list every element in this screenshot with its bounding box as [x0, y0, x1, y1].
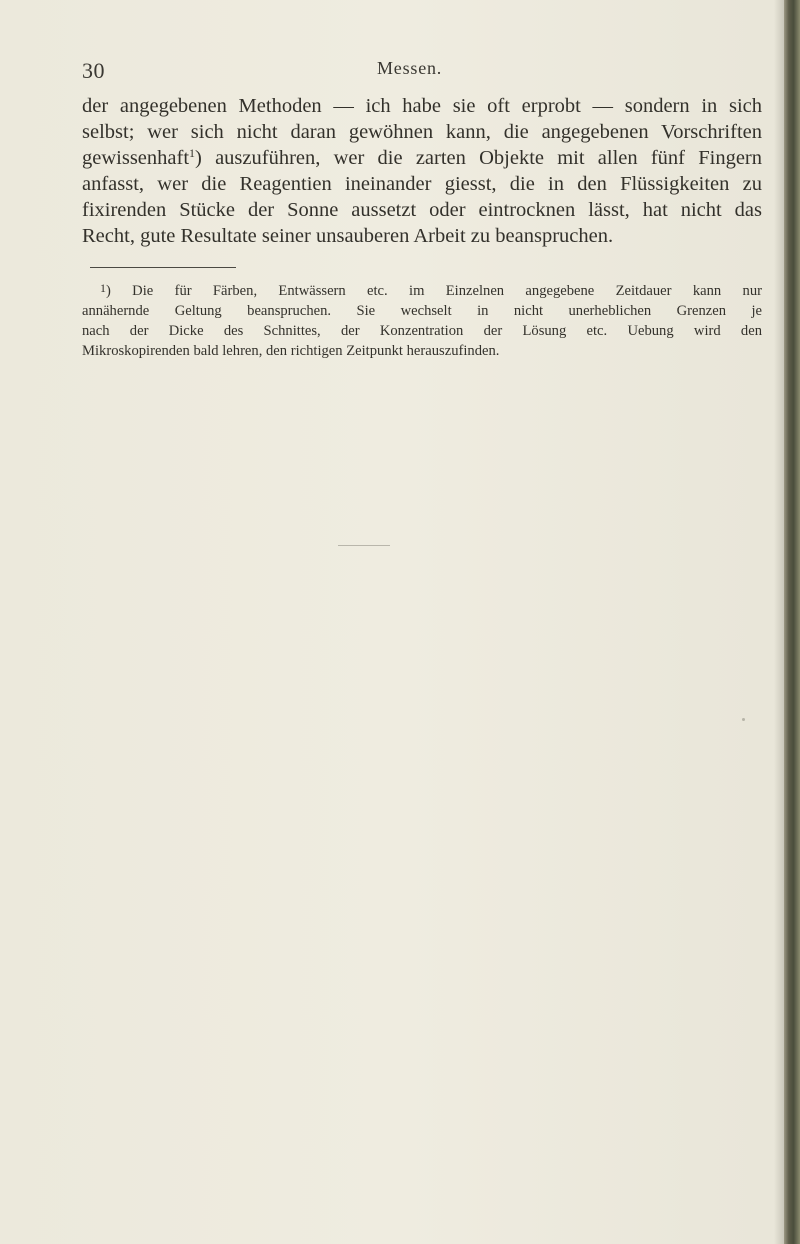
footnote-line: annähernde Geltung beanspruchen. Sie wechselt in nicht unerheblichen Grenzen je [82, 303, 762, 319]
scan-artifact [742, 718, 745, 721]
footnote-rule [90, 267, 236, 268]
footnote [82, 278, 762, 361]
body-line-segment: ) auszuführen, wer die zarten Objekte mit allen fünf Fingern [195, 147, 762, 169]
footnote-line: nach der Dicke des Schnittes, der Konzentration der Lösung etc. Uebung wird den [82, 323, 762, 339]
body-line: fixirenden Stücke der Sonne aussetzt oder eintrocknen lässt, hat nicht das [82, 199, 762, 221]
running-title: Messen. [377, 58, 443, 78]
body-line: anfasst, wer die Reagentien ineinander giesst, die in den Flüssigkeiten zu [82, 173, 762, 195]
body-line-segment: gewissenhaft [82, 147, 190, 169]
scan-artifact [338, 545, 390, 546]
footnote-line: Mikroskopirenden bald lehren, den richtigen Zeitpunkt herauszufinden. [82, 343, 500, 359]
footnote-marker: 1 [100, 281, 106, 295]
page-number: 30 [82, 58, 105, 83]
body-line: Recht, gute Resultate seiner unsauberen Arbeit zu beanspruchen. [82, 225, 614, 247]
footnote-reference: 1 [189, 146, 196, 160]
book-edge [784, 0, 800, 1244]
page-edge-shadow [774, 0, 784, 1244]
footnote-line [82, 278, 762, 301]
body-line: selbst; wer sich nicht daran gewöhnen kann, die angegebenen Vorschriften [82, 121, 762, 143]
body-line: der angegebenen Methoden — ich habe sie oft erprobt — sondern in sich [82, 95, 762, 117]
body-paragraph [82, 93, 762, 249]
footnote-line-text: ) Die für Färben, Entwässern etc. im Einzelnen angegebene Zeitdauer kann nur [106, 283, 762, 299]
body-line [82, 145, 762, 171]
